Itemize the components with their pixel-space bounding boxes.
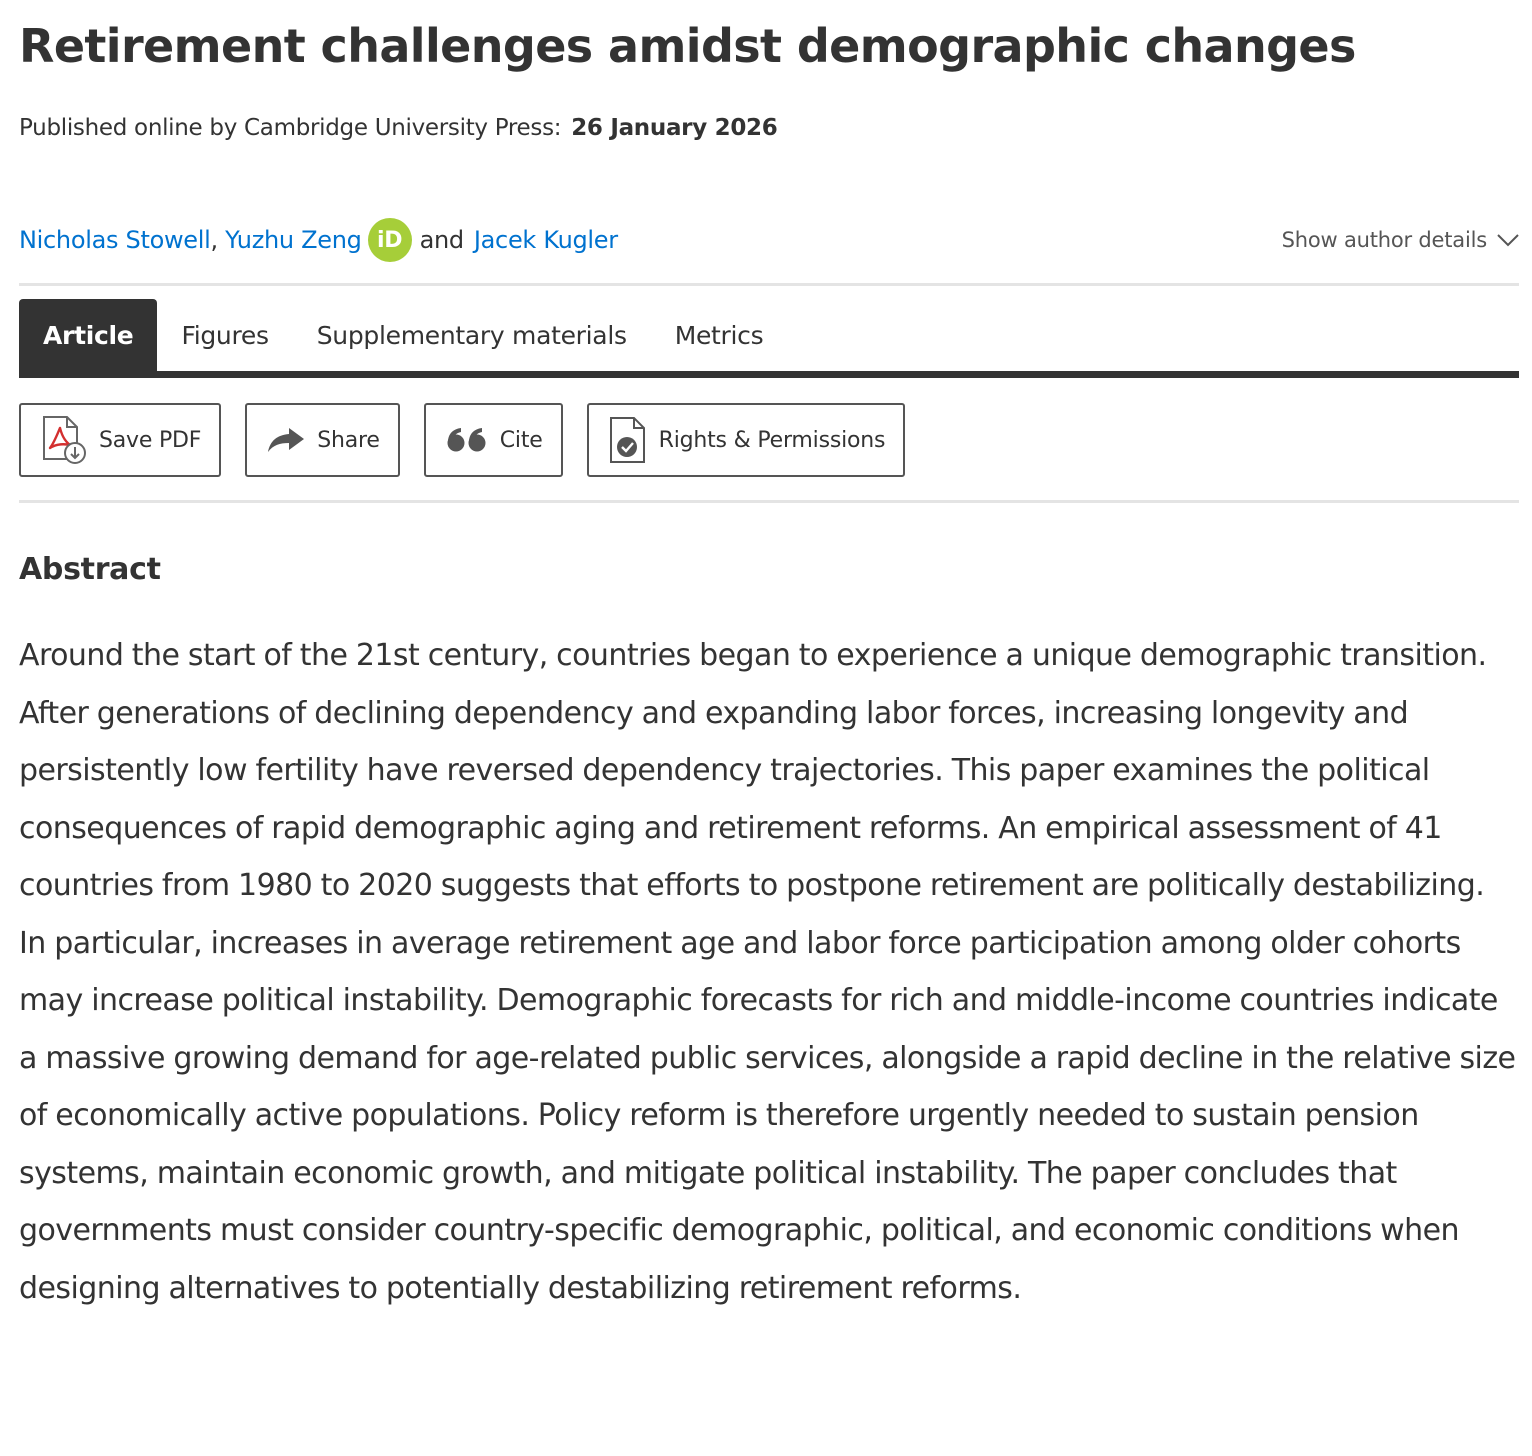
divider [19,283,1519,286]
author-separator: , [210,226,218,254]
quote-icon [446,427,488,453]
save-pdf-label: Save PDF [99,427,202,453]
tab-supplementary-materials[interactable]: Supplementary materials [316,320,627,350]
published-date: 26 January 2026 [571,115,778,141]
show-author-details-label: Show author details [1281,228,1487,252]
cite-label: Cite [499,427,543,453]
show-author-details-toggle[interactable] [1282,216,1519,264]
published-label: Published online by Cambridge University Press: [19,115,562,141]
share-label: Share [317,427,380,453]
share-button[interactable] [245,403,400,477]
orcid-icon[interactable]: iD [368,218,412,262]
pdf-download-icon [41,415,87,465]
article-title: Retirement challenges amidst demographic changes [19,19,1356,73]
article-tabs [19,299,1519,371]
author-link-jacek-kugler[interactable]: Jacek Kugler [473,226,618,254]
article-actions [19,403,929,477]
tabs-underline [19,371,1519,378]
author-link-yuzhu-zeng[interactable]: Yuzhu Zeng [225,226,362,254]
cite-button[interactable] [424,403,563,477]
tab-figures[interactable]: Figures [181,320,269,350]
rights-permissions-label: Rights & Permissions [658,427,886,453]
chevron-down-icon [1497,233,1519,247]
tab-metrics[interactable]: Metrics [674,320,764,350]
save-pdf-button[interactable] [19,403,221,477]
rights-permissions-button[interactable] [587,403,906,477]
document-check-icon [609,416,647,464]
abstract-text: Around the start of the 21st century, countries began to experience a unique demographic transition. After generations of declining dependency and expanding labor forces, increasing longevity and persistently low fertility have reversed dependency trajectories. This paper examines the political consequences of rapid demographic aging and retirement reforms. An empirical assessment of 41 countries from 1980 to 2020 suggests that efforts to postpone retirement are politically destabilizing. In particular, increases in average retirement age and labor force participation among older cohorts may increase political instability. Demographic forecasts for rich and middle-income countries indicate a massive growing demand for age-related public services, alongside a rapid decline in the relative size of economically active populations. Policy reform is therefore urgently needed to sustain pension systems, maintain economic growth, and mitigate political instability. The paper concludes that governments must consider country-specific demographic, political, and economic conditions when designing alternatives to potentially destabilizing retirement reforms. [19,638,1516,1306]
tab-article[interactable]: Article [19,299,157,371]
author-list [19,216,1519,264]
author-link-nicholas-stowell[interactable]: Nicholas Stowell [19,226,211,254]
publication-info [19,110,777,146]
share-arrow-icon [267,427,305,453]
abstract-heading: Abstract [19,552,161,587]
author-conjunction: and [419,226,464,254]
divider [19,500,1519,503]
